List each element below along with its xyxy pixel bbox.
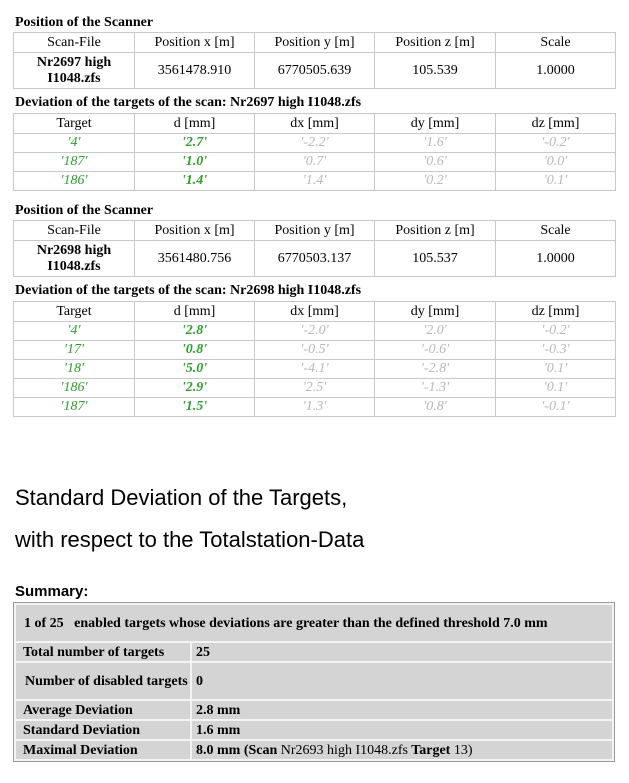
target-dz: '-0.3' xyxy=(496,341,616,360)
summary-total-label: Total number of targets xyxy=(16,643,190,661)
scan-2-position-table xyxy=(13,220,616,277)
target-dx: '0.7' xyxy=(255,153,375,172)
max-scan-prefix: (Scan xyxy=(243,742,278,758)
header-dz: dz [mm] xyxy=(496,302,616,322)
target-dz: '-0.2' xyxy=(496,322,616,341)
target-dy: '-2.8' xyxy=(375,360,496,379)
scan-1-position-title: Position of the Scanner xyxy=(15,15,154,30)
target-d: '5.0' xyxy=(135,360,255,379)
target-dz: '0.1' xyxy=(496,172,616,191)
target-d: '1.4' xyxy=(135,172,255,191)
scan-file-name xyxy=(14,241,135,277)
header-dz: dz [mm] xyxy=(496,114,616,134)
target-dy: '0.6' xyxy=(375,153,496,172)
target-dx: '1.4' xyxy=(255,172,375,191)
target-d: '1.0' xyxy=(135,153,255,172)
target-d: '1.5' xyxy=(135,398,255,417)
scan-file-line1: Nr2697 high xyxy=(36,54,112,70)
header-dx: dx [mm] xyxy=(255,114,375,134)
header-dy: dy [mm] xyxy=(375,302,496,322)
summary-stddev-value: 1.6 mm xyxy=(192,721,612,739)
table-row xyxy=(14,172,616,191)
header-scan-file: Scan-File xyxy=(14,33,135,53)
scale-value: 1.0000 xyxy=(496,53,616,89)
max-target-id: 13) xyxy=(453,742,473,758)
summary-max-label: Maximal Deviation xyxy=(16,741,190,759)
target-d: '2.8' xyxy=(135,322,255,341)
max-target-word: Target xyxy=(411,742,451,758)
scan-file-line1: Nr2698 high xyxy=(36,242,112,258)
max-deviation-value: 8.0 mm xyxy=(196,742,241,758)
target-id: '4' xyxy=(14,322,135,341)
target-id: '186' xyxy=(14,172,135,191)
header-scan-file: Scan-File xyxy=(14,221,135,241)
table-row xyxy=(14,322,616,341)
header-dx: dx [mm] xyxy=(255,302,375,322)
max-scan-file: Nr2693 high I1048.zfs xyxy=(280,742,408,758)
table-row xyxy=(14,360,616,379)
summary-total-value: 25 xyxy=(192,643,612,661)
scan-file-line2: I1048.zfs xyxy=(47,258,101,274)
target-dz: '0.0' xyxy=(496,153,616,172)
header-position-z: Position z [m] xyxy=(375,33,496,53)
position-z-value: 105.539 xyxy=(375,53,496,89)
target-id: '18' xyxy=(14,360,135,379)
table-row xyxy=(14,134,616,153)
target-dz: '0.1' xyxy=(496,379,616,398)
summary-average-label: Average Deviation xyxy=(16,701,190,719)
header-d: d [mm] xyxy=(135,302,255,322)
target-dx: '2.5' xyxy=(255,379,375,398)
header-target: Target xyxy=(14,114,135,134)
target-id: '187' xyxy=(14,398,135,417)
target-dx: '-0.5' xyxy=(255,341,375,360)
target-dx: '1.3' xyxy=(255,398,375,417)
table-row xyxy=(14,398,616,417)
target-dx: '-4.1' xyxy=(255,360,375,379)
target-dz: '-0.1' xyxy=(496,398,616,417)
header-position-y: Position y [m] xyxy=(255,221,375,241)
target-dy: '1.6' xyxy=(375,134,496,153)
header-position-x: Position x [m] xyxy=(135,221,255,241)
scale-value: 1.0000 xyxy=(496,241,616,277)
summary-table xyxy=(13,602,615,762)
header-dy: dy [mm] xyxy=(375,114,496,134)
summary-average-value: 2.8 mm xyxy=(192,701,612,719)
header-position-y: Position y [m] xyxy=(255,33,375,53)
target-dz: '0.1' xyxy=(496,360,616,379)
table-row xyxy=(14,379,616,398)
target-id: '4' xyxy=(14,134,135,153)
scan-1-deviation-title: Deviation of the targets of the scan: Nr2697 high I1048.zfs xyxy=(15,95,362,110)
target-d: '0.8' xyxy=(135,341,255,360)
table-row xyxy=(14,341,616,360)
target-d: '2.9' xyxy=(135,379,255,398)
scan-2-deviation-table xyxy=(13,301,616,417)
target-dy: '2.0' xyxy=(375,322,496,341)
summary-disabled-value: 0 xyxy=(192,663,612,699)
position-x-value: 3561478.910 xyxy=(135,53,255,89)
target-dx: '-2.0' xyxy=(255,322,375,341)
target-d: '2.7' xyxy=(135,134,255,153)
header-d: d [mm] xyxy=(135,114,255,134)
target-dy: '-1.3' xyxy=(375,379,496,398)
summary-label: Summary: xyxy=(15,583,89,600)
target-id: '186' xyxy=(14,379,135,398)
position-x-value: 3561480.756 xyxy=(135,241,255,277)
scan-2-deviation-title: Deviation of the targets of the scan: Nr2698 high I1048.zfs xyxy=(15,283,362,298)
header-scale: Scale xyxy=(496,33,616,53)
target-id: '17' xyxy=(14,341,135,360)
summary-exceeded-count: 1 of 25 xyxy=(24,615,64,631)
target-dy: '0.8' xyxy=(375,398,496,417)
scan-1-position-table xyxy=(13,32,616,89)
header-scale: Scale xyxy=(496,221,616,241)
scan-file-line2: I1048.zfs xyxy=(47,70,101,86)
table-row xyxy=(14,153,616,172)
summary-threshold-text: enabled targets whose deviations are greater than the defined threshold 7.0 mm xyxy=(74,615,548,631)
position-z-value: 105.537 xyxy=(375,241,496,277)
scan-2-position-title: Position of the Scanner xyxy=(15,203,154,218)
target-dy: '-0.6' xyxy=(375,341,496,360)
header-position-z: Position z [m] xyxy=(375,221,496,241)
heading-line-1: Standard Deviation of the Targets, xyxy=(15,485,348,510)
scan-1-deviation-table xyxy=(13,113,616,191)
summary-stddev-label: Standard Deviation xyxy=(16,721,190,739)
target-id: '187' xyxy=(14,153,135,172)
summary-threshold-row xyxy=(16,605,612,641)
scan-file-name xyxy=(14,53,135,89)
position-y-value: 6770505.639 xyxy=(255,53,375,89)
target-dx: '-2.2' xyxy=(255,134,375,153)
position-y-value: 6770503.137 xyxy=(255,241,375,277)
target-dy: '0.2' xyxy=(375,172,496,191)
heading-line-2: with respect to the Totalstation-Data xyxy=(15,527,365,552)
summary-max-value xyxy=(192,741,612,759)
header-position-x: Position x [m] xyxy=(135,33,255,53)
header-target: Target xyxy=(14,302,135,322)
target-dz: '-0.2' xyxy=(496,134,616,153)
summary-disabled-label: Number of disabled targets xyxy=(16,663,190,699)
